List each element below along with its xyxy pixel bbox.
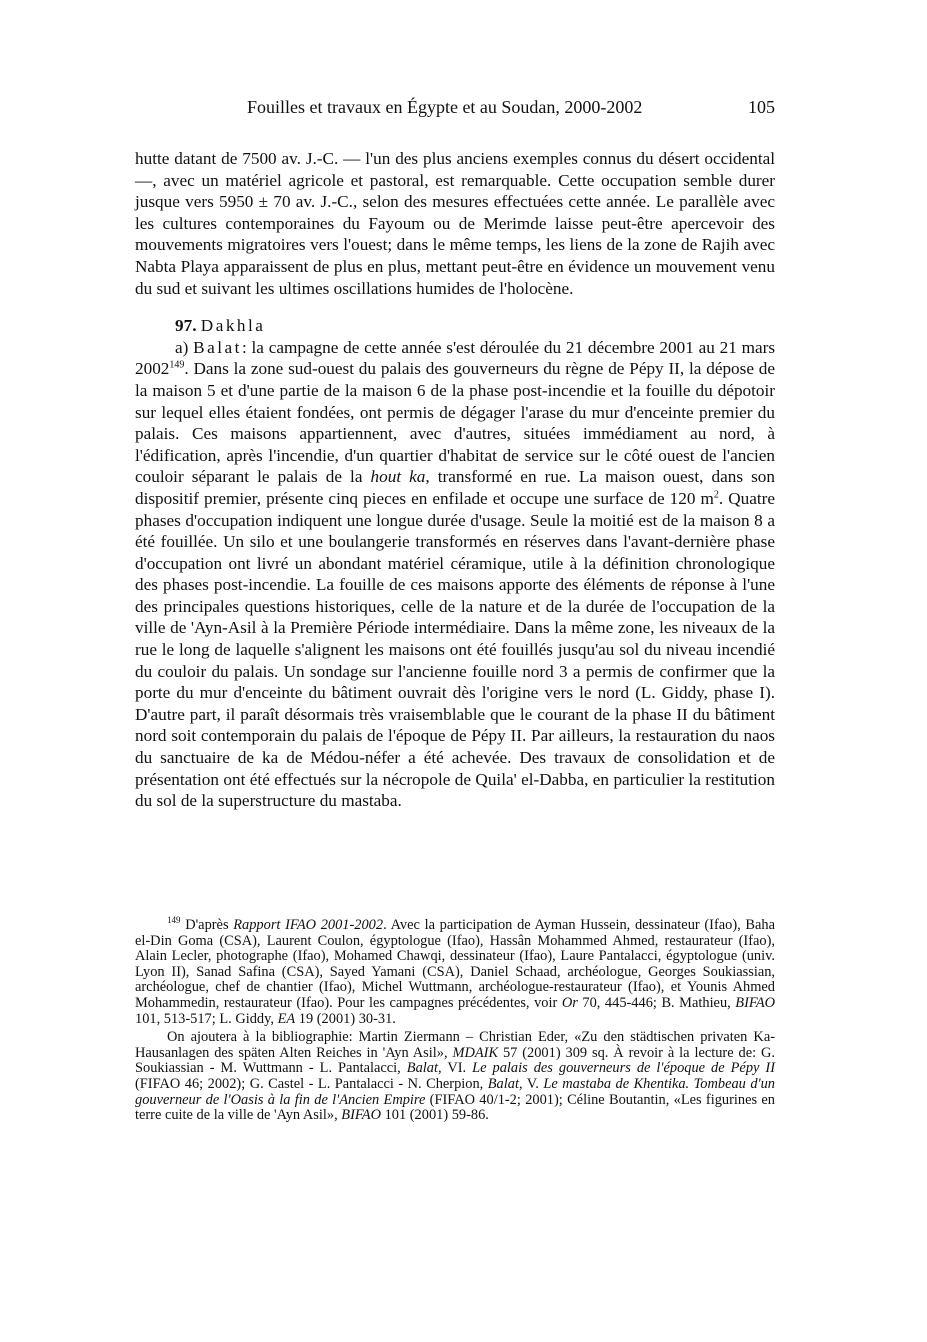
text-run: : la campagne de cette année s'est déroulée du 21 décembre 2001 au 21 mars 2002 <box>135 337 776 379</box>
paragraph <box>135 337 775 812</box>
text-run: 19 (2001) 30-31. <box>295 1010 396 1027</box>
subsection-title: Balat <box>193 337 242 357</box>
italic-title: MDAIK <box>452 1044 499 1061</box>
text-run: . Quatre phases d'occupation indiquent une longue durée d'usage. Seule la moitié est de la maison 8 a été fouillée. Un silo et une boulangerie transformés en réserves dans l'avant-dernière phase d'occupation ont livré un abondant matériel céramique, utile à la définition chronologique des phases post-incendie. La fouille de ces maisons apporte des éléments de réponse à l'une des principales questions historiques, celle de la nature et de la durée de l'occupation de la ville de 'Ayn-Asil à la Première Période intermédiaire. Dans la même zone, les niveaux de la rue le long de laquelle s'alignent les maisons ont été fouillés jusqu'au sol du niveau incendié du couloir du palais. Un sondage sur l'ancienne fouille nord 3 a permis de confirmer que la porte du mur d'enceinte du bâtiment ouvrait dès l'origine vers le nord (L. Giddy, phase I). D'autre part, il paraît désormais très vraisemblable que le courant de la phase II du bâtiment nord soit contemporain du palais de l'époque de Pépy II. Par ailleurs, la restauration du naos du sanctuaire de ka de Médou-néfer a été achevée. Des travaux de consolidation et de présentation ont été effectués sur la nécropole de Quila' el-Dabba, en particulier la restitution du sol de la superstructure du mastaba. <box>135 488 775 811</box>
italic-title: Le mastaba de Khentika. Tombeau d'un gouverneur de l'Oasis à la fin de l'Ancien Empire <box>135 1075 775 1108</box>
section-title: Dakhla <box>200 316 266 336</box>
italic-title: Balat <box>406 1060 438 1077</box>
section-heading <box>135 315 775 337</box>
text-run: . Dans la zone sud-ouest du palais des gouverneurs du règne de Pépy II, la dépose de la maison 5 et d'une partie de la maison 6 de la phase post-incendie et la fouille du dépotoir sur lequel elles étaient fondées, ont permis de dégager l'arase du mur d'enceinte premier du palais. Ces maisons appartiennent, avec d'autres, situées immédiament au nord, à l'édification, après l'incendie, d'un quartier d'habitat de service sur le côté ouest de l'ancien couloir séparant le palais de la <box>135 359 775 487</box>
text-run: 101, 513-517; L. Giddy, <box>135 1010 278 1027</box>
text-run: , V. <box>518 1075 544 1092</box>
text-run: , transformé en rue. La maison ouest, dans son dispositif premier, présente cinq pieces en enfilade et occupe une surface de 120 m <box>135 467 775 508</box>
text-run: 101 (2001) 59-86. <box>380 1107 489 1124</box>
text-run: , VI. <box>437 1060 473 1077</box>
italic-title: Le palais des gouverneurs de l'époque de Pépy II <box>472 1060 775 1077</box>
text-run: 57 (2001) 309 sq. À revoir à la lecture de: G. Soukiassian - M. Wuttmann - L. Pantalacci, <box>135 1044 775 1077</box>
footnote-continuation <box>135 1030 775 1124</box>
subsection-letter: a) <box>175 337 189 357</box>
footnote-number: 149 <box>167 915 181 926</box>
italic-title: EA <box>277 1010 296 1027</box>
text-run: On ajoutera à la bibliographie: Martin Ziermann – Christian Eder, «Zu den städtischen privaten Ka-Hausanlagen des späten Alten Reiches in 'Ayn Asil», <box>135 1029 775 1061</box>
italic-title: BIFAO <box>735 994 775 1011</box>
text-run: . Avec la participation de Ayman Hussein, dessinateur (Ifao), Baha el-Din Goma (CSA), Laurent Coulon, égyptologue (Ifao), Hassân Mohammed Ahmed, restaurateur (Ifao), Alain Lecler, photographe (Ifao), Mohamed Chawqi, dessinateur (Ifao), Laure Pantalacci, égyptologue (univ. Lyon II), Sanad Safina (CSA), Sayed Yamani (CSA), Daniel Schaad, archéologue, Georges Soukiassian, archéologue, chef de chantier (Ifao), Michel Wuttmann, archéologue-restaurateur (Ifao), et Younis Ahmed Mohammedin, restaurateur (Ifao). Pour les campagnes précédentes, voir <box>135 917 775 1011</box>
section-number: 97. <box>175 316 197 336</box>
paragraph: hutte datant de 7500 av. J.-C. — l'un des plus anciens exemples connus du désert occidental —, avec un matériel agricole et pastoral, est remarquable. Cette occupation semble durer jusque vers 5950 ± 70 av. J.-C., selon des mesures effectuées cette année. Le parallèle avec les cultures contemporaines du Fayoum ou de Merimde laisse peut-être apercevoir des mouvements migratoires vers l'ouest; dans le même temps, les liens de la zone de Rajih avec Nabta Playa apparaissent de plus en plus, mettant peut-être en évidence un mouvement venu du sud et suivant les ultimes oscillations humides de l'holocène. <box>135 149 775 298</box>
italic-title: Or <box>561 994 578 1011</box>
text-run: 70, 445-446; B. Mathieu, <box>577 994 736 1011</box>
text-run: D'après <box>180 917 234 933</box>
page-number: 105 <box>748 97 775 117</box>
footnotes <box>135 915 775 1127</box>
italic-title: Balat <box>487 1075 519 1092</box>
italic-title: Rapport IFAO 2001-2002 <box>233 917 384 933</box>
italic-term: hout ka <box>370 467 426 487</box>
footnote-reference: 149 <box>169 359 185 371</box>
italic-title: BIFAO <box>341 1107 381 1124</box>
footnote <box>135 915 775 1027</box>
text-run: (FIFAO 40/1-2; 2001); Céline Boutantin, «Les figurines en terre cuite de la ville de 'Ayn Asil», <box>135 1091 775 1124</box>
text-run: (FIFAO 46; 2002); G. Castel - L. Pantalacci - N. Cherpion, <box>135 1075 488 1092</box>
superscript: 2 <box>713 489 719 501</box>
running-title: Fouilles et travaux en Égypte et au Soudan, 2000-2002 <box>247 97 643 117</box>
main-text <box>135 148 775 812</box>
